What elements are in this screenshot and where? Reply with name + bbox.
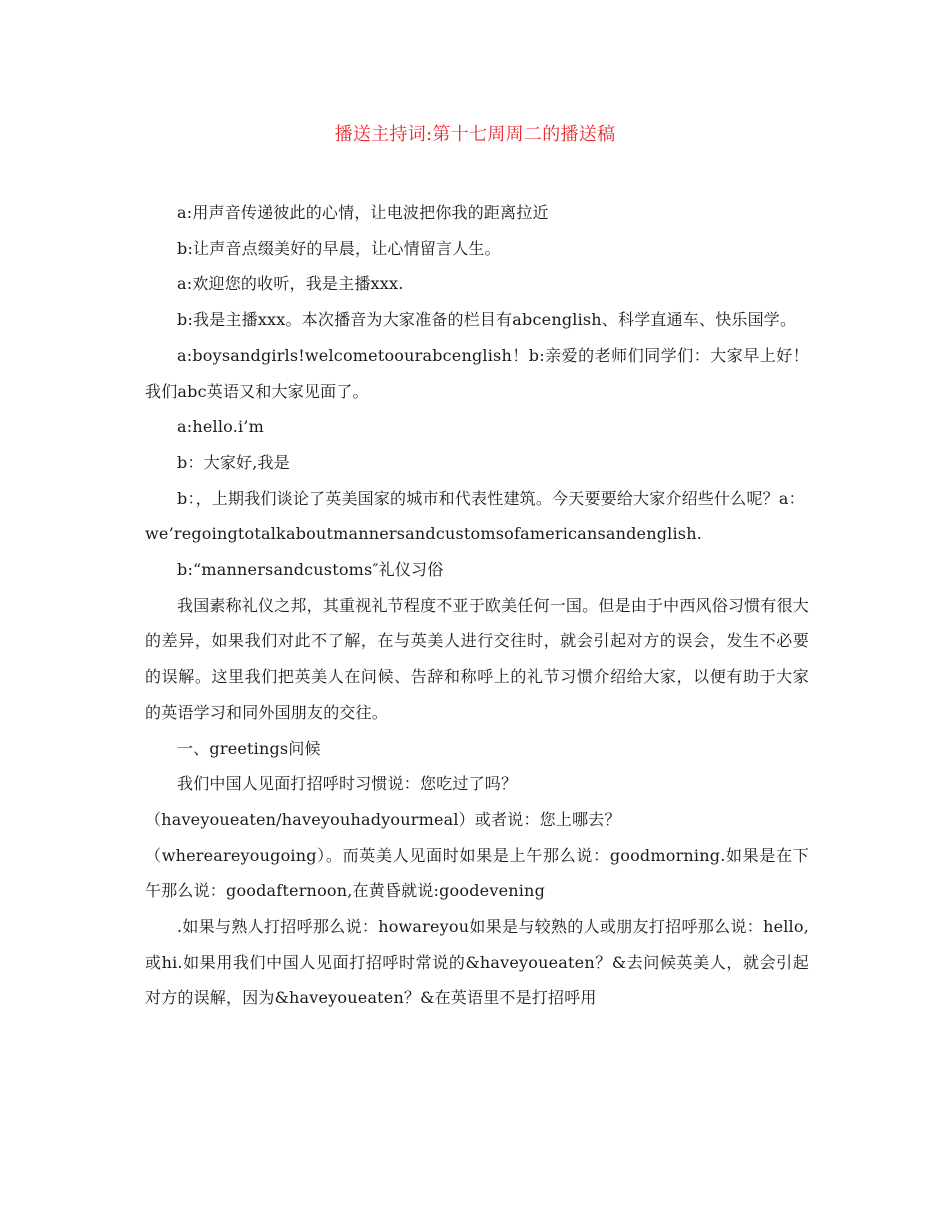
paragraph: a:hello.i’m (177, 417, 264, 437)
paragraph: a:欢迎您的收听，我是主播xxx. (177, 274, 404, 294)
paragraph: 我们中国人见面打招呼时习惯说：您吃过了吗？ (177, 774, 518, 794)
paragraph: a:boysandgirls!welcometoourabcenglish！b:亲爱的老师们同学们：大家早上好！我们abc英语又和大家见面了。 (145, 345, 809, 401)
document-body (145, 195, 809, 1016)
paragraph: a:用声音传递彼此的心情，让电波把你我的距离拉近 (177, 203, 549, 222)
paragraph: 一、greetings问候 (177, 738, 321, 758)
paragraph: b：，上期我们谈论了英美国家的城市和代表性建筑。今天要要给大家介绍些什么呢？a： (177, 488, 805, 508)
paragraph: b:我是主播xxx。本次播音为大家准备的栏目有abcenglish、科学直通车、快乐国学。 (177, 310, 797, 330)
paragraph: （whereareyougoing）。而英美人见面时如果是上午那么说：goodmorning.如果是在下午那么说：goodafternoon,在黄昏就说:goodevening (145, 845, 809, 901)
paragraph: b:“mannersandcustoms″礼仪习俗 (177, 560, 444, 580)
paragraph: b：大家好,我是 (177, 452, 290, 472)
paragraph: （haveyoueaten/haveyouhadyourmeal）或者说：您上哪去？ (145, 809, 621, 829)
paragraph: we’regoingtotalkaboutmannersandcustomsofamericansandenglish. (145, 524, 703, 544)
paragraph: b:让声音点缀美好的早晨，让心情留言人生。 (177, 238, 501, 258)
document-title: 播送主持词:第十七周周二的播送稿 (334, 124, 616, 145)
paragraph: .如果与熟人打招呼那么说：howareyou如果是与较熟的人或朋友打招呼那么说：hello,或hi.如果用我们中国人见面打招呼时常说的&haveyoueaten？&去问候英美人，就会引起对方的误解，因为&haveyoueaten？&在英语里不是打招呼用 (145, 917, 809, 1008)
paragraph: 我国素称礼仪之邦，其重视礼节程度不亚于欧美任何一国。但是由于中西风俗习惯有很大的差异，如果我们对此不了解，在与英美人进行交往时，就会引起对方的误会，发生不必要的误解。这里我们把英美人在问候、告辞和称呼上的礼节习惯介绍给大家，以便有助于大家的英语学习和同外国朋友的交往。 (145, 595, 809, 722)
